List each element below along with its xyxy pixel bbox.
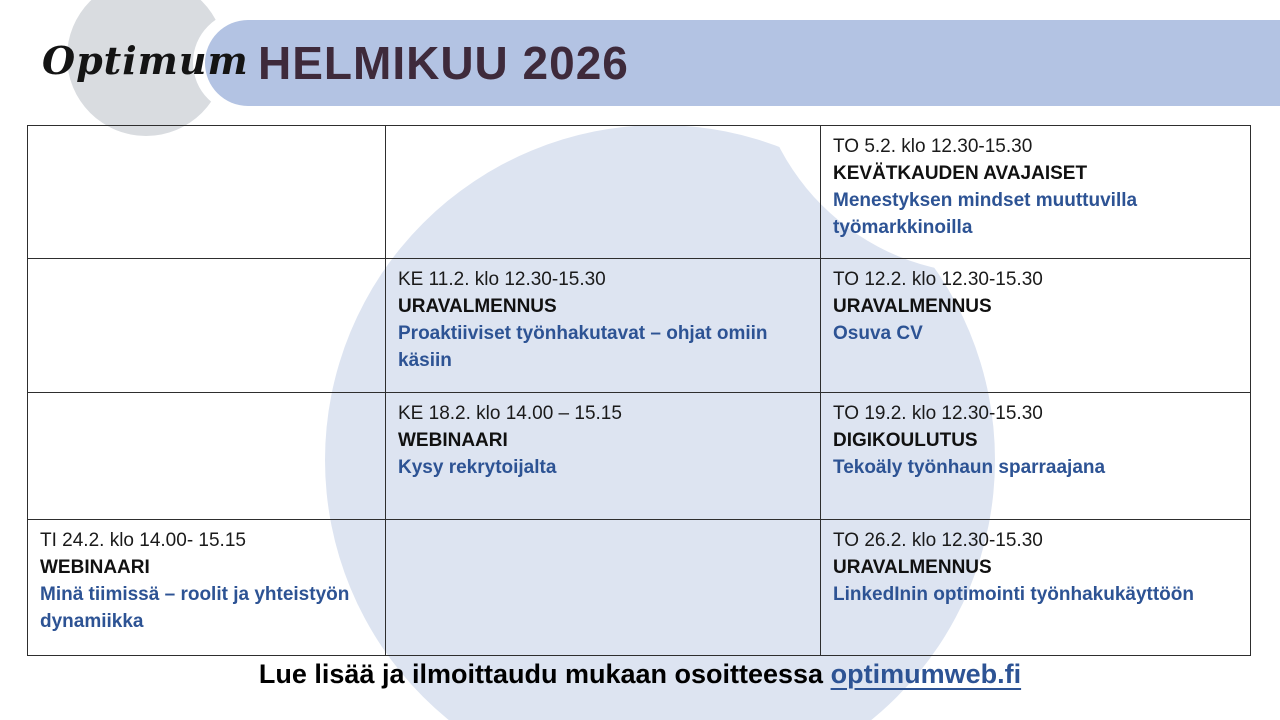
empty-cell — [28, 126, 386, 259]
table-row — [28, 126, 1251, 259]
event-type: DIGIKOULUTUS — [833, 430, 978, 451]
empty-cell — [386, 520, 821, 656]
footer-text: Lue lisää ja ilmoittaudu mukaan osoitteessa — [258, 659, 824, 689]
page-title: HELMIKUU 2026 — [258, 37, 629, 89]
event-type: URAVALMENNUS — [833, 296, 992, 317]
optimum-logo: Optimum — [42, 38, 249, 83]
empty-cell — [28, 259, 386, 393]
table-row — [28, 259, 1251, 393]
event-cell — [821, 393, 1251, 520]
event-title: LinkedInin optimointi työnhakukäyttöön — [833, 584, 1194, 605]
event-date: KE 18.2. klo 14.00 – 15.15 — [398, 403, 622, 424]
table-row — [28, 393, 1251, 520]
event-date: TO 19.2. klo 12.30-15.30 — [833, 403, 1043, 424]
footer-cta — [0, 659, 1280, 690]
empty-cell — [386, 126, 821, 259]
event-type: KEVÄTKAUDEN AVAJAISET — [833, 163, 1088, 184]
event-title: Proaktiiviset työnhakutavat – ohjat omiin käsiin — [398, 323, 768, 371]
event-cell — [821, 126, 1251, 259]
event-date: TO 26.2. klo 12.30-15.30 — [833, 530, 1043, 551]
event-title: Tekoäly työnhaun sparraajana — [833, 457, 1106, 478]
event-date: TI 24.2. klo 14.00- 15.15 — [40, 530, 246, 551]
empty-cell — [28, 393, 386, 520]
event-date: TO 5.2. klo 12.30-15.30 — [833, 136, 1033, 157]
event-date: TO 12.2. klo 12.30-15.30 — [833, 269, 1043, 290]
table-row — [28, 520, 1251, 656]
event-type: URAVALMENNUS — [833, 557, 992, 578]
event-cell — [821, 520, 1251, 656]
event-cell — [386, 393, 821, 520]
event-title: Osuva CV — [833, 323, 923, 344]
event-cell — [821, 259, 1251, 393]
event-type: WEBINAARI — [398, 430, 508, 451]
event-type: URAVALMENNUS — [398, 296, 557, 317]
event-title: Kysy rekrytoijalta — [398, 457, 557, 478]
event-calendar-table — [27, 125, 1251, 656]
event-title: Menestyksen mindset muuttuvilla työmarkkinoilla — [833, 190, 1138, 238]
event-date: KE 11.2. klo 12.30-15.30 — [398, 269, 606, 290]
title-banner — [205, 20, 1280, 106]
event-type: WEBINAARI — [40, 557, 150, 578]
event-cell — [386, 259, 821, 393]
event-title: Minä tiimissä – roolit ja yhteistyön dynamiikka — [40, 584, 350, 632]
website-link[interactable]: optimumweb.fi — [830, 659, 1022, 689]
event-cell — [28, 520, 386, 656]
